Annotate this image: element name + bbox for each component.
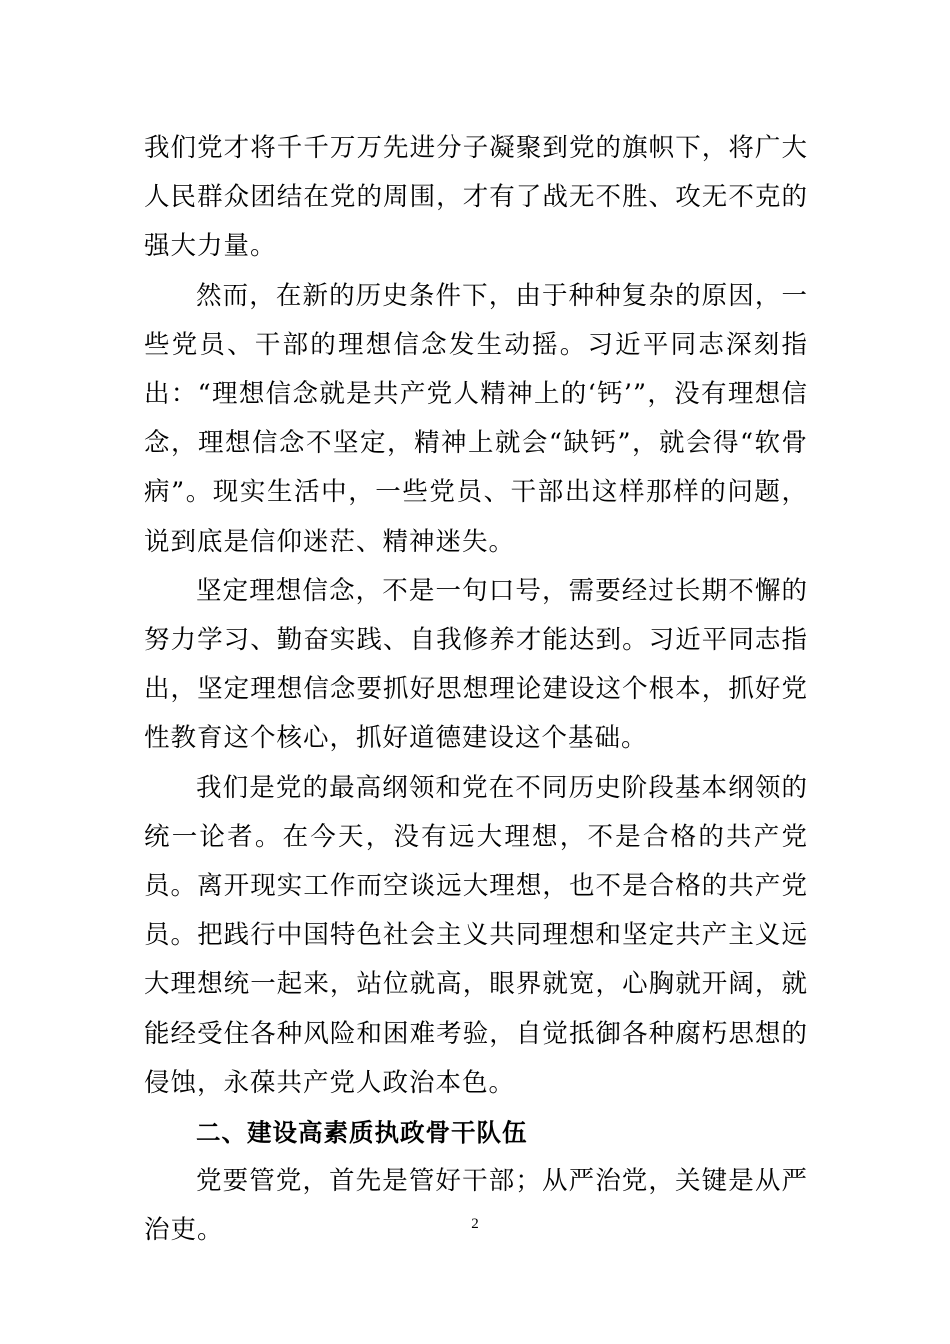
paragraph-program-unity: 我们是党的最高纲领和党在不同历史阶段基本纲领的统一论者。在今天，没有远大理想，不是合格的共产党员。离开现实工作而空谈远大理想，也不是合格的共产党员。把践行中国特色社会主义共同理想和坚定共产主义远大理想统一起来，站位就高，眼界就宽，心胸就开阔，就能经受住各种风险和困难考验，自觉抵御各种腐朽思想的侵蚀，永葆共产党人政治本色。 [144,772,808,1098]
page-number: 2 [471,1216,479,1232]
paragraph-manage-cadres: 党要管党，首先是管好干部；从严治党，关键是从严治吏。 [144,1166,808,1246]
section-heading: 二、建设高素质执政骨干队伍 [196,1118,528,1148]
document-body [144,124,808,1256]
paragraph-ideal-belief-wavering: 然而，在新的历史条件下，由于种种复杂的原因，一些党员、干部的理想信念发生动摇。习近平同志深刻指出：“理想信念就是共产党人精神上的‘钙’”，没有理想信念，理想信念不坚定，精神上就会“缺钙”，就会得“软骨病”。现实生活中，一些党员、干部出这样那样的问题，说到底是信仰迷茫、精神迷失。 [144,280,808,557]
paragraph-firm-ideals: 坚定理想信念，不是一句口号，需要经过长期不懈的努力学习、勤奋实践、自我修养才能达到。习近平同志指出，坚定理想信念要抓好思想理论建设这个根本，抓好党性教育这个核心，抓好道德建设这个基础。 [144,575,808,754]
paragraph-continued: 我们党才将千千万万先进分子凝聚到党的旗帜下，将广大人民群众团结在党的周围，才有了战无不胜、攻无不克的强大力量。 [144,133,808,262]
